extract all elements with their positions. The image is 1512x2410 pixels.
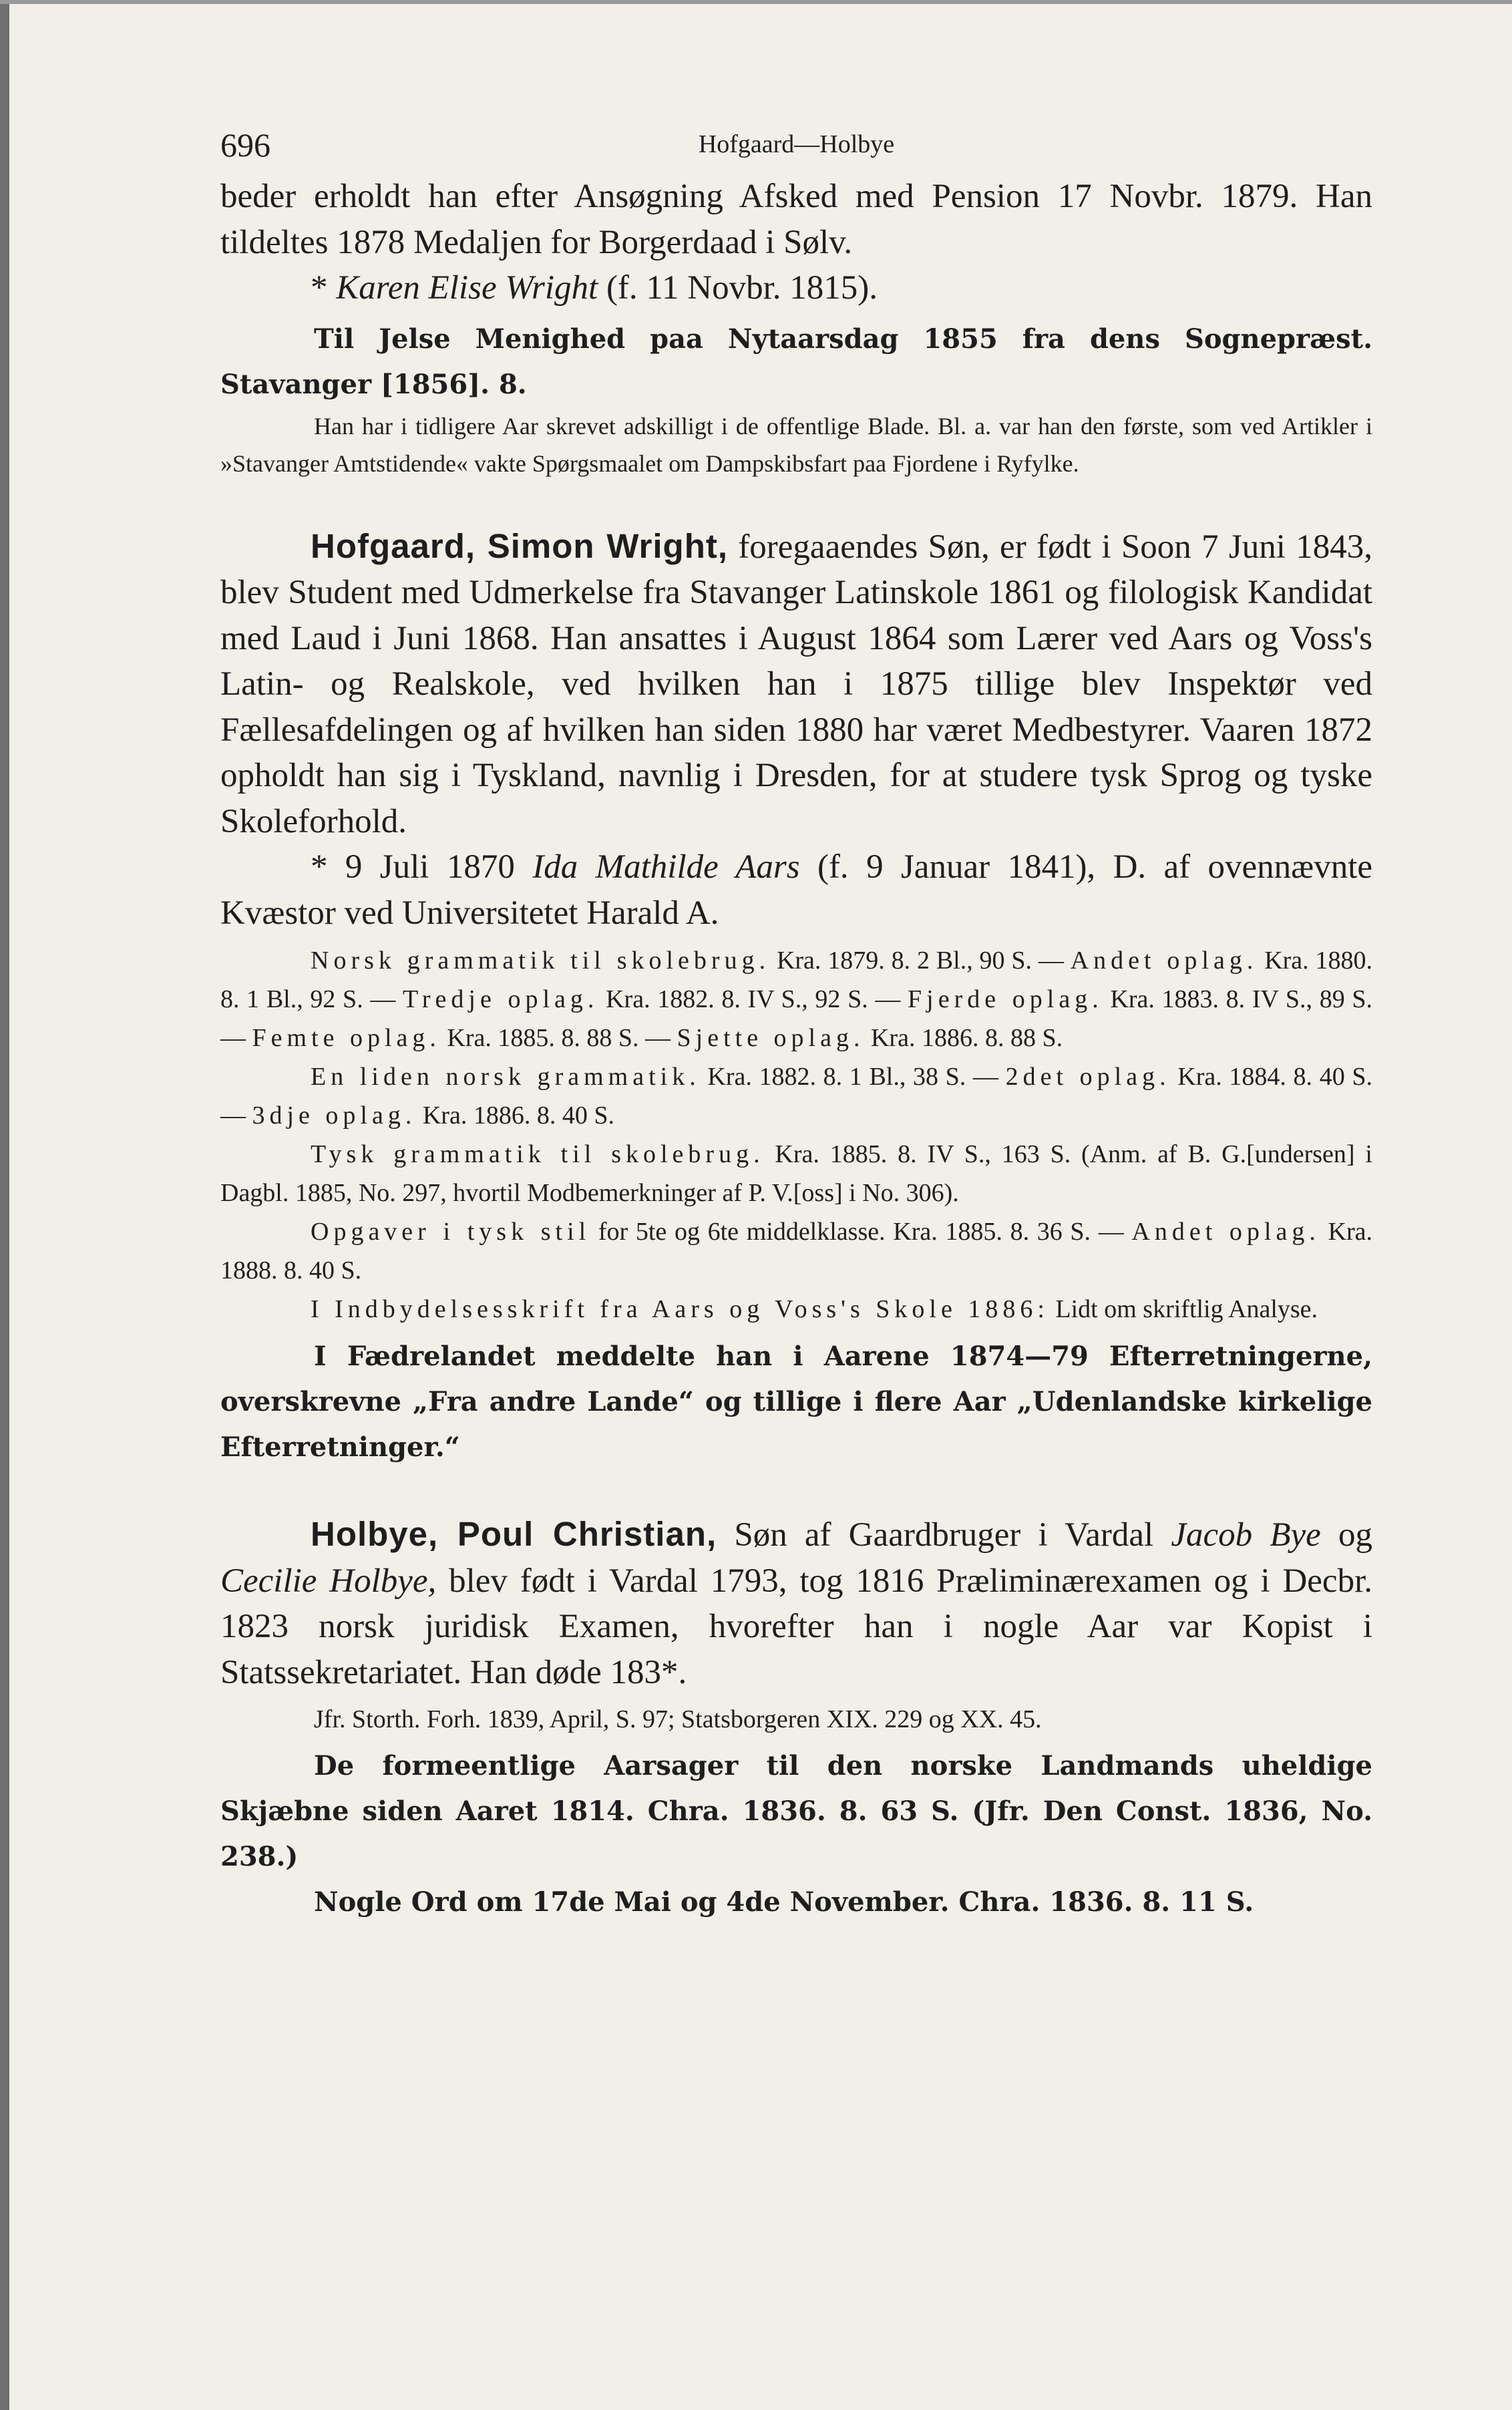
prev-entry-work: Til Jelse Menighed paa Nytaarsdag 1855 fra dens Sognepræst. Stavanger [1856]. 8. xyxy=(220,323,1372,400)
prev-entry-paragraph: beder erholdt han efter Ansøgning Afsked med Pension 17 Novbr. 1879. Han tildeltes 1878 Medaljen for Borgerdaad i Sølv. xyxy=(220,178,1372,261)
spouse-name: Karen Elise Wright xyxy=(336,269,598,307)
entry-simon-contrib: I Fædrelandet meddelte han i Aarene 1874—79 Efterretningerne, overskrevne „Fra andre Lande“ og tillige i flere Aar „Udenlandske kirkelige Efterretninger.“ xyxy=(220,1341,1372,1463)
running-head xyxy=(220,120,1372,174)
page-content xyxy=(220,120,1372,1925)
entry-holbye-bio: Holbye, Poul Christian, Søn af Gaardbruger i Vardal Jacob Bye og Cecilie Holbye, blev født i Vardal 1793, tog 1816 Præliminærexamen og i Decbr. 1823 norsk juridisk Examen, hvorefter han i nogle Aar var Kopist i Statssekretariatet. Han døde 183*. xyxy=(220,1515,1372,1691)
work-liden-grammatik: En liden norsk grammatik. Kra. 1882. 8. 1 Bl., 38 S. — 2det oplag. Kra. 1884. 8. 40 S. — 3dje oplag. Kra. 1886. 8. 40 S. xyxy=(220,1063,1372,1130)
entry-simon-marriage: * 9 Juli 1870 Ida Mathilde Aars (f. 9 Januar 1841), D. af ovennævnte Kvæstor ved Universitetet Harald A. xyxy=(220,848,1373,932)
work-opgaver: Opgaver i tysk stil for 5te og 6te middelklasse. Kra. 1885. 8. 36 S. — Andet oplag. Kra. 1888. 8. 40 S. xyxy=(220,1218,1372,1284)
running-head-title: Hofgaard—Holbye xyxy=(698,130,895,158)
page-number: 696 xyxy=(220,126,270,164)
prev-entry-note: Han har i tidligere Aar skrevet adskilligt i de offentlige Blade. Bl. a. var han den første, som ved Artikler i »Stavanger Amtstidende« vakte Spørgsmaalet om Dampskibsfart paa Fjordene i Ryfylke. xyxy=(220,412,1372,477)
entry-holbye-work-1: De formeentlige Aarsager til den norske Landmands uheldige Skjæbne siden Aaret 1814. Chra. 1836. 8. 63 S. (Jfr. Den Const. 1836, No. 238.) xyxy=(220,1750,1372,1872)
entry-holbye-name: Holbye, Poul Christian, xyxy=(311,1515,717,1553)
work-indbydelsesskrift: I Indbydelsesskrift fra Aars og Voss's Skole 1886: Lidt om skriftlig Analyse. xyxy=(311,1295,1318,1323)
father-name: Jacob Bye xyxy=(1171,1516,1321,1554)
scan-edge-top xyxy=(0,0,1512,4)
work-norsk-grammatik: Norsk grammatik til skolebrug. Kra. 1879. 8. 2 Bl., 90 S. — Andet oplag. Kra. 1880. 8. 1 Bl., 92 S. — Tredje oplag. Kra. 1882. 8. IV S., 92 S. — Fjerde oplag. Kra. 1883. 8. IV S., 89 S. — Femte oplag. Kra. 1885. 8. 88 S. — Sjette oplag. Kra. 1886. 8. 88 S. xyxy=(220,946,1373,1052)
entry-simon-bio: Hofgaard, Simon Wright, foregaaendes Søn, er født i Soon 7 Juni 1843, blev Student med Udmerkelse fra Stavanger Latinskole 1861 og filologisk Kandidat med Laud i Juni 1868. Han ansattes i August 1864 som Lærer ved Aars og Voss's Latin- og Realskole, ved hvilken han i 1875 tillige blev Inspektør ved Fællesafdelingen og af hvilken han siden 1880 har været Medbestyrer. Vaaren 1872 opholdt han sig i Tyskland, navnlig i Dresden, for at studere tysk Sprog og tyske Skoleforhold. xyxy=(220,526,1372,840)
scan-edge-left xyxy=(0,0,9,2410)
entry-simon-name: Hofgaard, Simon Wright, xyxy=(311,526,729,565)
entry-holbye-refs: Jfr. Storth. Forh. 1839, April, S. 97; Statsborgeren XIX. 229 og XX. 45. xyxy=(314,1705,1042,1733)
entry-holbye-work-2: Nogle Ord om 17de Mai og 4de November. Chra. 1836. 8. 11 S. xyxy=(314,1886,1254,1918)
mother-name: Cecilie Holbye, xyxy=(220,1562,437,1600)
wife-name: Ida Mathilde Aars xyxy=(532,848,800,886)
prev-entry-spouse: * Karen Elise Wright (f. 11 Novbr. 1815). xyxy=(311,269,878,307)
work-tysk-grammatik: Tysk grammatik til skolebrug. Kra. 1885. 8. IV S., 163 S. (Anm. af B. G.[undersen] i Dagbl. 1885, No. 297, hvortil Modbemerkninger af P. V.[oss] i No. 306). xyxy=(220,1140,1372,1207)
